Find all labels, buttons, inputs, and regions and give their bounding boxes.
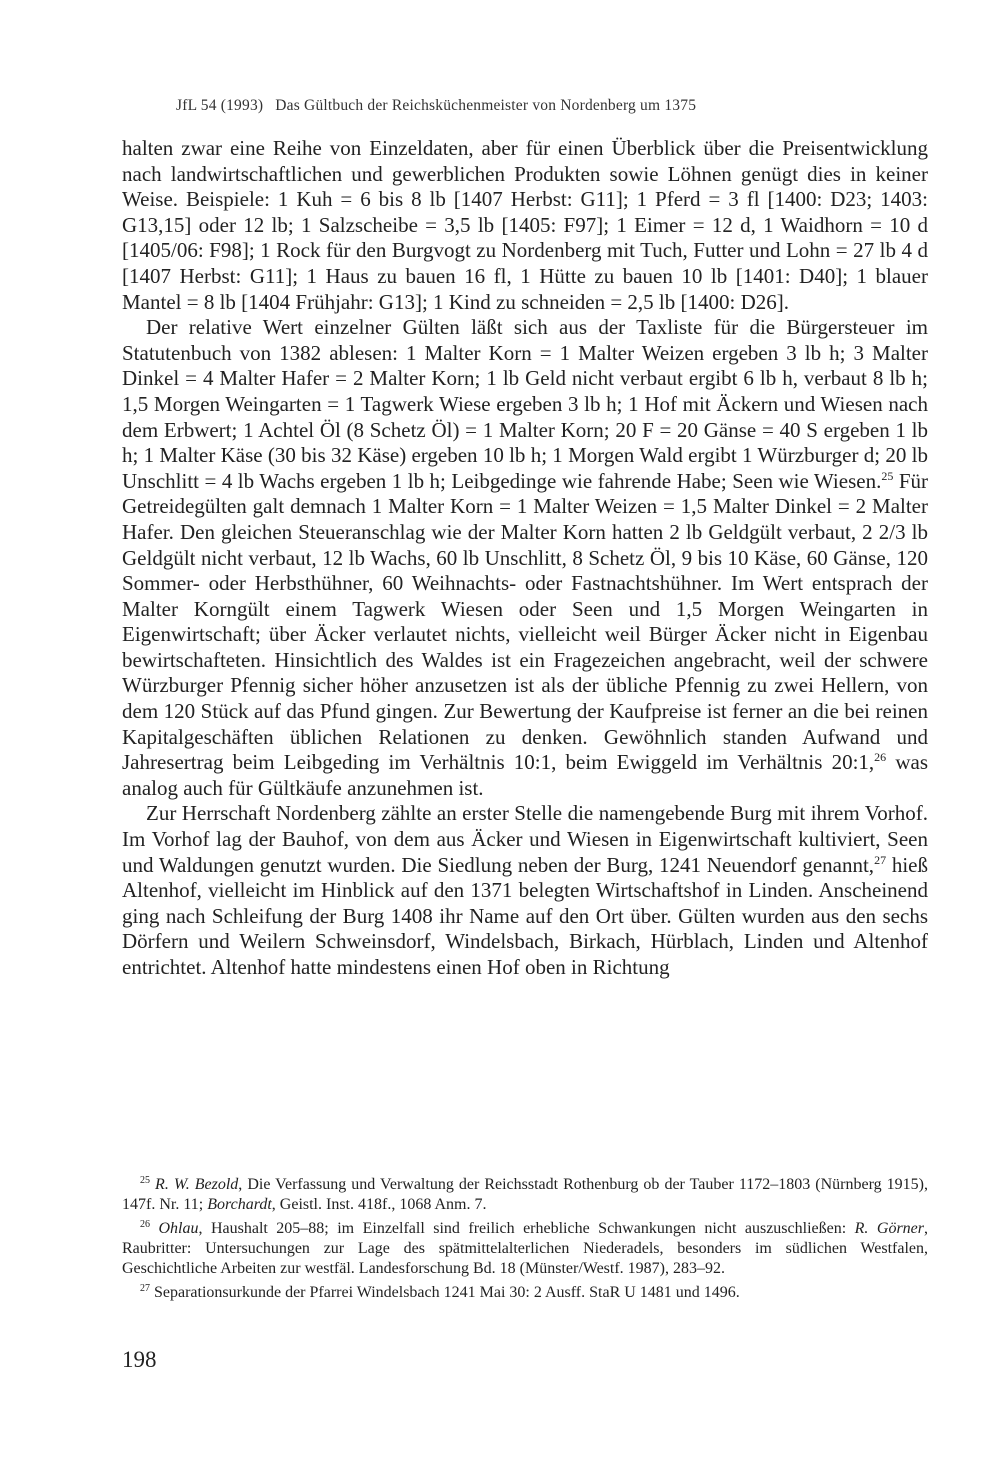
footnote-number: 25	[140, 1175, 150, 1186]
page-number: 198	[122, 1347, 157, 1372]
footnote-26: $^{26}$ Ohlau, Haushalt 205–88; im Einzelfall sind freilich erhebliche Schwankungen nicht auszuschließen: R. Görner, Raubritter: Untersuchungen zur Lage des spätmittelalterlichen Niederadels, besonders im südlichen Westfalen, Geschichtliche Arbeiten zur westfäl. Landesforschung Bd. 18 (Münster/Westf. 1987), 283–92.	[122, 1219, 929, 1277]
footnote-ref-27[interactable]: 27	[874, 852, 887, 867]
footnote-number: 27	[140, 1283, 150, 1294]
running-head	[176, 97, 916, 115]
footnote-number: 26	[140, 1219, 150, 1230]
body-text	[122, 136, 928, 981]
journal-citation: JfL 54 (1993)	[176, 97, 264, 114]
paragraph-2: Der relative Wert einzelner Gülten läßt sich aus der Taxliste für die Bürgersteuer im Statutenbuch von 1382 ablesen: 1 Malter Korn = 1 Malter Weizen ergeben 3 lb h; 3 Malter Dinkel = 4 Malter Hafer = 2 Malter Korn; 1 lb Geld nicht verbaut ergibt 6 lb h, verbaut 8 lb h; 1,5 Morgen Weingarten = 1 Tagwerk Wiese ergeben 3 lb h; 1 Hof mit Äckern und Wiesen nach dem Erbwert; 1 Achtel Öl (8 Schetz Öl) = 1 Malter Korn; 20 F = 20 Gänse = 40 S ergeben 1 lb h; 1 Malter Käse (30 bis 32 Käse) ergeben 10 lb h; 1 Morgen Wald ergibt 1 Würzburger d; 20 lb Unschlitt = 4 lb Wachs ergeben 1 lb h; Leibgedinge wie fahrende Habe; Seen wie Wiesen.$^{25}$ Für Getreidegülten galt demnach 1 Malter Korn = 1 Malter Weizen = 1,5 Malter Dinkel = 2 Malter Hafer. Den gleichen Steueranschlag wie der Malter Korn hatten 2 lb Geldgült verbaut, 2 2/3 lb Geldgült nicht verbaut, 12 lb Wachs, 60 lb Unschlitt, 8 Schetz Öl, 9 bis 10 Käse, 60 Gänse, 120 Sommer- oder Herbsthühner, 60 Weihnachts- oder Fastnachtshühner. Im Wert entsprach der Malter Korngült einem Tagwerk Wiesen oder Seen und 1,5 Morgen Weingarten in Eigenwirtschaft; über Äcker verlautet nichts, vielleicht weil Bürger Äcker nicht in Eigenbau bewirtschafteten. Hinsichtlich des Waldes ist ein Fragezeichen angebracht, weil der schwere Würzburger Pfennig sicher höher anzusetzen ist als der übliche Pfennig zu zwei Hellern, von dem 120 Stück auf das Pfund gingen. Zur Bewertung der Kaufpreise ist ferner an die bei reinen Kapitalgeschäften üblichen Relationen zu denken. Gewöhnlich standen Aufwand und Jahresertrag beim Leibgeding im Verhältnis 10:1, beim Ewiggeld im Verhältnis 20:1,26 was analog auch für Gültkäufe anzunehmen ist.	[122, 315, 928, 800]
footnotes	[122, 1175, 928, 1307]
paragraph-3: Zur Herrschaft Nordenberg zählte an erster Stelle die namengebende Burg mit ihrem Vorhof. Im Vorhof lag der Bauhof, von dem aus Äcker und Wiesen in Eigenwirtschaft kultiviert, Seen und Waldungen genutzt wurden. Die Siedlung neben der Burg, 1241 Neuendorf genannt,$^{27}$ hieß Altenhof, vielleicht im Hinblick auf den 1371 belegten Wirtschaftshof in Linden. Anscheinend ging nach Schleifung der Burg 1408 ihr Name auf den Ort über. Gülten wurden aus den sechs Dörfern und Weilern Schweinsdorf, Windelsbach, Birkach, Hürblach, Linden und Altenhof entrichtet. Altenhof hatte mindestens einen Hof oben in Richtung	[122, 801, 928, 979]
footnote-ref-25[interactable]: 25	[881, 468, 894, 483]
running-title: Das Gültbuch der Reichsküchenmeister von Nordenberg um 1375	[275, 97, 697, 114]
footnote-25: $^{25}$ R. W. Bezold, Die Verfassung und Verwaltung der Reichsstadt Rothenburg ob der Tauber 1172–1803 (Nürnberg 1915), 147f. Nr. 11; Borchardt, Geistl. Inst. 418f., 1068 Anm. 7.	[122, 1175, 928, 1213]
footnote-27: $^{27}$ Separationsurkunde der Pfarrei Windelsbach 1241 Mai 30: 2 Ausff. StaR U 1481 und 1496.	[140, 1283, 740, 1301]
paragraph-1: halten zwar eine Reihe von Einzeldaten, aber für einen Überblick über die Preisentwicklung nach landwirtschaftlichen und gewerblichen Produkten sowie Löhnen genügt dies in keiner Weise. Beispiele: 1 Kuh = 6 bis 8 lb [1407 Herbst: G11]; 1 Pferd = 3 fl [1400: D23; 1403: G13,15] oder 12 lb; 1 Salzscheibe = 3,5 lb [1405: F97]; 1 Eimer = 12 d, 1 Waidhorn = 10 d [1405/06: F98]; 1 Rock für den Burgvogt zu Nordenberg mit Tuch, Futter und Lohn = 27 lb 4 d [1407 Herbst: G11]; 1 Haus zu bauen 16 fl, 1 Hütte zu bauen 10 lb [1401: D40]; 1 blauer Mantel = 8 lb [1404 Frühjahr: G13]; 1 Kind zu schneiden = 2,5 lb [1400: D26].	[122, 136, 928, 314]
footnote-ref-26[interactable]: 26	[874, 750, 887, 765]
